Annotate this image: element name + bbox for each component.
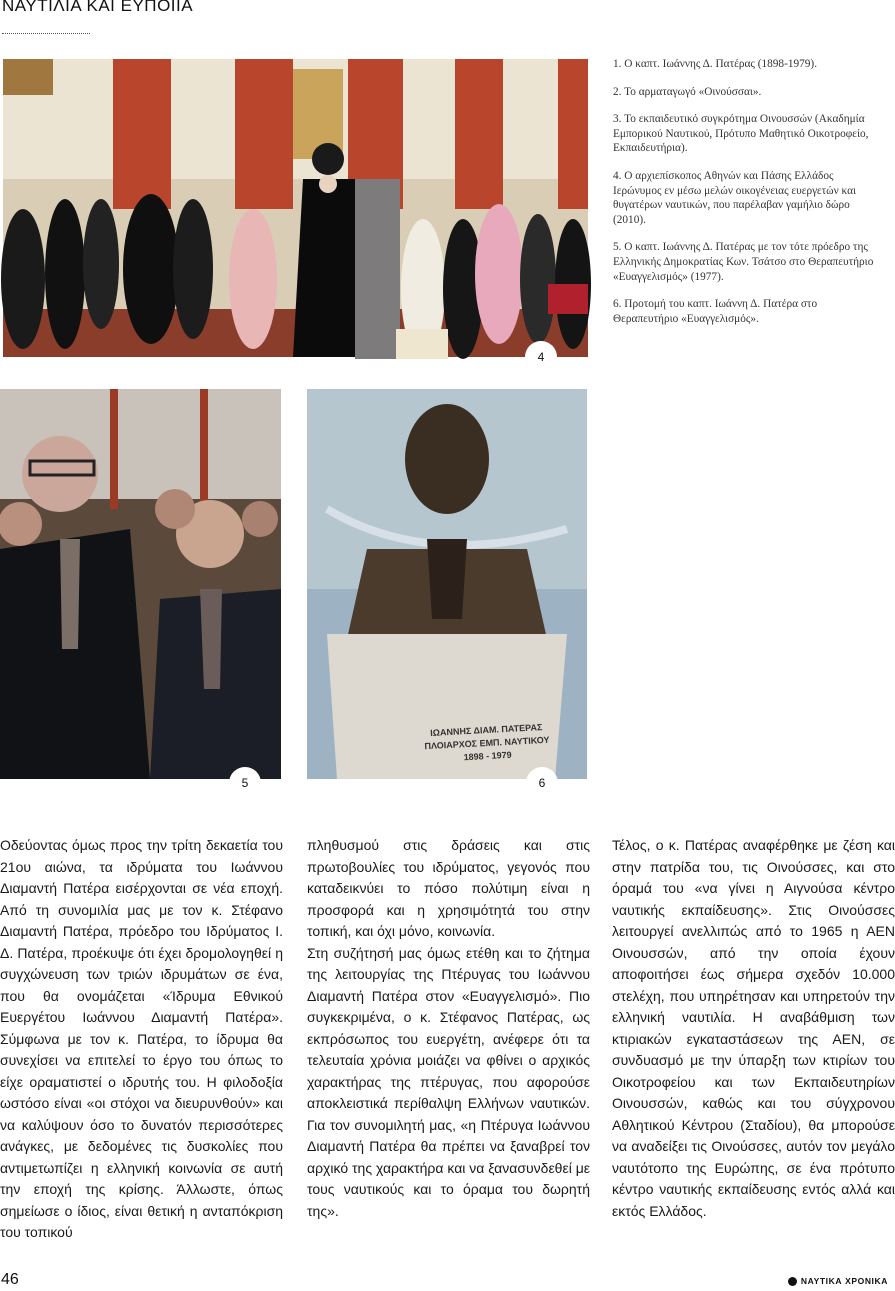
- article-paragraph: Οδεύοντας όμως προς την τρίτη δεκαετία του 21ου αιώνα, τα ιδρύματα του Ιωάννου Διαμαντή Πατέρα εισέρχονται σε νέα εποχή. Από τη συνομιλία μας με τον κ. Στέφανο Διαμαντή Πατέρα, πρόεδρο του Ιδρύματος Ι. Δ. Πατέρα, προέκυψε ότι έχει δρομολογηθεί η συγχώνευση των τριών ιδρυμάτων σε ένα, που θα ονομάζεται «Ίδρυμα Εθνικού Ευεργέτου Ιωάννου Διαμαντή Πατέρα». Σύμφωνα με τον κ. Πατέρα, το ίδρυμα θα συνεχίσει να επιτελεί το έργο του όπως το είχε οραματιστεί ο ιδρυτής του. Η φιλοδοξία ωστόσο είναι «οι στόχοι να διευρυνθούν» και να καλύψουν όσο το δυνατόν περισσότερες ανάγκες, με δεδομένες τις δυσκολίες που αντιμετωπίζει η ελληνική κοινωνία σε αυτή την εποχή της κρίσης. Άλλωστε, όπως σημείωσε ο ίδιος, είναι θετική η ανταπόκριση του τοπικού: [0, 837, 283, 1240]
- brand-logo-icon: [788, 1277, 797, 1286]
- publication-brand: [788, 1276, 888, 1286]
- photo-captions: [613, 57, 883, 339]
- caption-4: 4. Ο αρχιεπίσκοπος Αθηνών και Πάσης Ελλάδος Ιερώνυμος εν μέσω μελών οικογένειας ευεργετών και θυγατέρων ναυτικών, που παρέλαβαν γαμήλιο δώρο (2010).: [613, 169, 857, 226]
- photo-4-illustration: [3, 59, 588, 357]
- photo-6-bust: [307, 389, 587, 790]
- photo-4-group: [3, 59, 588, 364]
- article-paragraph: πληθυσμού στις δράσεις και στις πρωτοβουλίες του ιδρύματος, γεγονός που καταδεικνύει το πόσο πολύτιμη είναι η προσφορά και η χρησιμότητά του στην τοπική, και όχι μόνο, κοινωνία.: [307, 837, 590, 939]
- header-divider: [2, 33, 90, 34]
- photo-4-number: 4: [525, 341, 557, 373]
- caption-5: 5. Ο καπτ. Ιωάννης Δ. Πατέρας με τον τότε πρόεδρο της Ελληνικής Δημοκρατίας Κων. Τσάτσο στο Θεραπευτήριο «Ευαγγελισμός» (1977).: [613, 241, 874, 283]
- brand-name: ΝΑΥΤΙΚΑ ΧΡΟΝΙΚΑ: [800, 1276, 888, 1286]
- caption-1: 1. Ο καπτ. Ιωάννης Δ. Πατέρας (1898-1979).: [613, 58, 818, 70]
- photo-5-two-men: [0, 389, 281, 790]
- caption-3: 3. Το εκπαιδευτικό συγκρότημα Οινουσσών (Ακαδημία Εμπορικού Ναυτικού, Πρότυπο Μαθητικό Οικοτροφείο, Εκπαιδευτήρια).: [613, 113, 869, 155]
- article-paragraph: Στη συζήτησή μας όμως ετέθη και το ζήτημα της λειτουργίας της Πτέρυγας του Ιωάννου Διαμαντή Πατέρα στον «Ευαγγελισμό». Πιο συγκεκριμένα, ο κ. Στέφανος Πατέρας, ως εκπρόσωπος του ευεργέτη, ανέφερε ότι τα τελευταία χρόνια μοιάζει να φθίνει ο αρχικός χαρακτήρας της πτέρυγας, που αφορούσε αποκλειστικά περίθαλψη Ελλήνων ναυτικών. Για τον συνομιλητή μας, «η Πτέρυγα Ιωάννου Διαμαντή Πατέρα θα πρέπει να ξαναβρεί τον αρχικό της χαρακτήρα και να ξανασυνδεθεί με τους ναυτικούς και το όραμα του δωρητή της».: [307, 944, 591, 1219]
- caption-2: 2. Το αρματαγωγό «Οινούσσαι».: [613, 85, 762, 98]
- article-paragraph: Τέλος, ο κ. Πατέρας αναφέρθηκε με ζέση και στην πατρίδα του, τις Οινούσσες, και στο όραμά του «να γίνει η Αιγνούσα κέντρο ναυτικής εκπαίδευσης». Στις Οινούσσες λειτουργεί ανελλιπώς από το 1965 η ΑΕΝ Οινουσσών, από την οποία έχουν αποφοιτήσει έως σήμερα σχεδόν 10.000 στελέχη, που υπηρέτησαν και υπηρετούν την ελληνική ναυτιλία. Η αναβάθμιση των κτιριακών εγκαταστάσεων της ΑΕΝ, σε συνδυασμό με την ύπαρξη των κτιρίων του Οικοτροφείου και των Εκπαιδευτηρίων Οινουσσών, καθώς και του σύγχρονου Αθλητικού Κέντρου (Σταδίου), θα μπορούσε να αναδείξει τις Οινούσσες, αυτόν τον μεγάλο ναυτότοπο της Ευρώπης, σε ένα πρότυπο κέντρο ναυτικής εκπαίδευσης εντός αλλά και εκτός Ελλάδος.: [612, 837, 895, 1219]
- bust-inscription: [406, 720, 568, 767]
- photo-6-number: 6: [526, 767, 558, 799]
- section-title: ΝΑΥΤΙΛΙΑ ΚΑΙ ΕΥΠΟΙΙΑ: [2, 0, 194, 15]
- bust-inscription-years: 1898 - 1979: [463, 749, 512, 763]
- article-column-3: [612, 835, 895, 1222]
- caption-6: 6. Προτομή του καπτ. Ιωάννη Δ. Πατέρα στο Θεραπευτήριο «Ευαγγελισμός».: [613, 298, 818, 325]
- photo-5-illustration: [0, 389, 281, 779]
- article-column-2: [307, 835, 590, 1222]
- photo-5-number: 5: [229, 767, 261, 799]
- page-number: 46: [1, 1271, 19, 1288]
- bust-inscription-title: ΠΛΟΙΑΡΧΟΣ ΕΜΠ. ΝΑΥΤΙΚΟΥ: [424, 734, 550, 752]
- article-column-1: [0, 835, 283, 1244]
- bust-inscription-name: ΙΩΑΝΝΗΣ ΔΙΑΜ. ΠΑΤΕΡΑΣ: [429, 722, 543, 738]
